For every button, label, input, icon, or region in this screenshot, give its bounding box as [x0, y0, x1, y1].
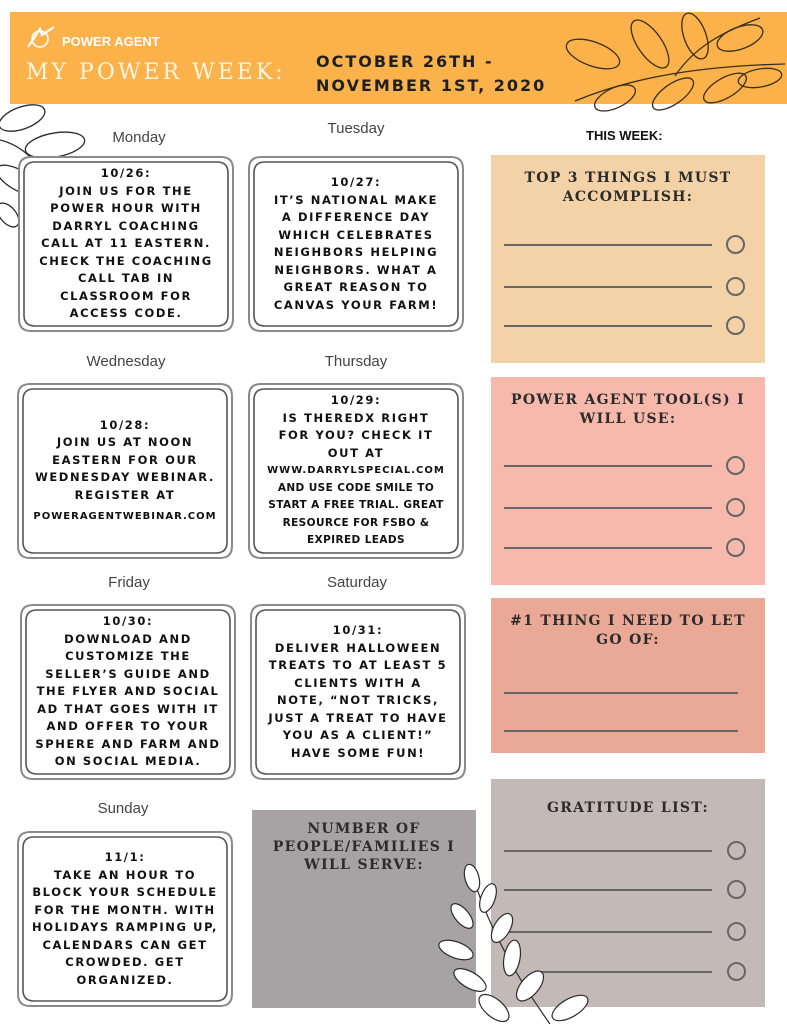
date-range-line-2: NOVEMBER 1ST, 2020: [316, 76, 547, 95]
card-saturday-line: NOTE, “NOT TRICKS,: [276, 693, 440, 707]
card-tuesday-line: WHICH CELEBRATES: [278, 227, 434, 242]
card-tuesday: [247, 155, 465, 333]
day-label-saturday: Saturday: [326, 574, 388, 591]
day-label-thursday: Thursday: [324, 353, 388, 370]
panel-top3: [491, 155, 765, 363]
card-saturday-line: JUST A TREAT TO HAVE: [268, 710, 448, 725]
card-sunday-line: FOR THE MONTH. WITH: [34, 902, 216, 917]
card-sunday-line: BLOCK YOUR SCHEDULE: [32, 885, 218, 899]
serve-box-title: NUMBER OF PEOPLE/FAMILIES I WILL SERVE:: [272, 821, 456, 873]
card-wednesday-url[interactable]: POWERAGENTWEBINAR.COM: [33, 511, 217, 522]
card-friday-line: ON SOCIAL MEDIA.: [54, 754, 202, 769]
card-saturday: [249, 603, 467, 781]
card-tuesday-line: GREAT REASON TO: [283, 280, 429, 294]
card-sunday-line: CROWDED. GET: [65, 955, 185, 969]
card-saturday-line: DELIVER HALLOWEEN: [274, 640, 442, 655]
card-sunday-date: 11/1:: [104, 850, 146, 864]
card-monday-line: JOIN US FOR THE: [59, 183, 193, 198]
card-monday-text: [27, 155, 225, 333]
write-line[interactable]: [504, 286, 712, 288]
card-monday: [17, 155, 235, 333]
day-label-monday: Monday: [112, 129, 166, 146]
checkbox-circle[interactable]: [726, 277, 745, 296]
checkbox-circle[interactable]: [726, 235, 745, 254]
day-label-wednesday: Wednesday: [86, 353, 166, 370]
card-thursday-line: FOR YOU? CHECK IT: [278, 428, 434, 443]
card-thursday-text: [257, 382, 455, 560]
checkbox-circle[interactable]: [726, 316, 745, 335]
card-thursday-url[interactable]: WWW.DARRYLSPECIAL.COM: [267, 465, 445, 477]
card-tuesday-line: A DIFFERENCE DAY: [281, 210, 431, 224]
card-sunday-text: [26, 830, 224, 1008]
card-thursday: [247, 382, 465, 560]
card-thursday-line: IS THEREDX RIGHT: [282, 410, 430, 425]
card-saturday-line: HAVE SOME FUN!: [290, 745, 426, 760]
page-title: MY POWER WEEK:: [26, 60, 286, 85]
card-sunday-line: TAKE AN HOUR TO: [53, 867, 197, 882]
checkbox-circle[interactable]: [726, 456, 745, 475]
power-agent-logo-icon: [26, 25, 60, 51]
card-monday-line: CHECK THE COACHING: [39, 253, 213, 268]
write-line[interactable]: [504, 547, 712, 549]
card-saturday-line: CLIENTS WITH A: [294, 675, 422, 690]
card-tuesday-line: NEIGHBORS HELPING: [273, 245, 439, 259]
card-saturday-line: TREATS TO AT LEAST 5: [268, 658, 448, 672]
card-friday-line: CUSTOMIZE THE: [65, 649, 191, 664]
write-line[interactable]: [504, 465, 712, 467]
checkbox-circle[interactable]: [726, 538, 745, 557]
checkbox-circle[interactable]: [727, 880, 746, 899]
card-friday-line: AD THAT GOES WITH IT: [37, 701, 219, 716]
card-thursday-line: OUT AT: [327, 445, 385, 460]
write-line[interactable]: [504, 730, 738, 732]
card-friday-line: SELLER’S GUIDE AND: [45, 666, 211, 681]
card-monday-line: CALL AT 11 EASTERN.: [41, 236, 211, 251]
brand-name: POWER AGENT: [62, 34, 160, 49]
write-line[interactable]: [504, 325, 712, 327]
card-sunday: [16, 830, 234, 1008]
card-wednesday-text: [26, 382, 224, 560]
card-thursday-line: START A FREE TRIAL. GREAT: [268, 499, 444, 512]
checkbox-circle[interactable]: [727, 922, 746, 941]
card-monday-line: POWER HOUR WITH: [50, 201, 202, 216]
card-friday-date: 10/30:: [102, 614, 154, 629]
card-saturday-date: 10/31:: [332, 623, 384, 637]
card-wednesday: [16, 382, 234, 560]
card-thursday-line: RESOURCE FOR FSBO &: [282, 516, 430, 529]
card-wednesday-line: WEDNESDAY WEBINAR.: [35, 470, 215, 484]
checkbox-circle[interactable]: [726, 498, 745, 517]
panel-tools: [491, 377, 765, 585]
card-wednesday-date: 10/28:: [99, 417, 151, 432]
card-tuesday-line: CANVAS YOUR FARM!: [273, 297, 439, 312]
card-tuesday-text: [257, 155, 455, 333]
leaf-branch-top-right-icon: [555, 6, 787, 118]
card-friday-line: SPHERE AND FARM AND: [35, 736, 221, 751]
write-line[interactable]: [504, 507, 712, 509]
card-thursday-line: EXPIRED LEADS: [307, 534, 405, 547]
date-range: [316, 50, 546, 98]
card-thursday-date: 10/29:: [330, 393, 382, 408]
card-friday-line: THE FLYER AND SOCIAL: [36, 684, 220, 699]
card-friday-line: DOWNLOAD AND: [64, 631, 192, 646]
panel-gratitude-title: GRATITUDE LIST:: [546, 800, 710, 816]
checkbox-circle[interactable]: [727, 962, 746, 981]
card-tuesday-date: 10/27:: [330, 175, 382, 189]
card-thursday-line: AND USE CODE SMILE TO: [277, 481, 435, 494]
panel-tools-title: POWER AGENT TOOL(S) I WILL USE:: [511, 392, 745, 427]
day-label-tuesday: Tuesday: [327, 120, 385, 137]
day-label-sunday: Sunday: [97, 800, 149, 817]
card-monday-line: CLASSROOM FOR: [60, 288, 192, 303]
card-saturday-line: YOU AS A CLIENT!”: [282, 728, 434, 742]
card-saturday-text: [259, 603, 457, 781]
card-friday: [19, 603, 237, 781]
this-week-heading: THIS WEEK:: [586, 128, 663, 143]
card-tuesday-line: IT’S NATIONAL MAKE: [273, 192, 439, 207]
card-monday-line: DARRYL COACHING: [52, 218, 200, 233]
write-line[interactable]: [504, 850, 712, 852]
date-range-line-1: OCTOBER 26TH -: [316, 52, 494, 71]
card-monday-line: CALL TAB IN: [77, 271, 175, 286]
card-monday-date: 10/26:: [100, 166, 152, 181]
card-sunday-line: ORGANIZED.: [76, 972, 174, 987]
card-tuesday-line: NEIGHBORS. WHAT A: [274, 262, 438, 277]
leaf-branch-bottom-icon: [430, 858, 630, 1024]
checkbox-circle[interactable]: [727, 841, 746, 860]
panel-top3-title: TOP 3 THINGS I MUST ACCOMPLISH:: [524, 170, 732, 205]
panel-letgo: [491, 598, 765, 753]
write-line[interactable]: [504, 692, 738, 694]
write-line[interactable]: [504, 244, 712, 246]
card-wednesday-line: JOIN US AT NOON: [56, 435, 194, 449]
card-sunday-line: CALENDARS CAN GET: [42, 937, 208, 952]
card-sunday-line: HOLIDAYS RAMPING UP,: [32, 920, 218, 934]
card-wednesday-line: REGISTER AT: [74, 487, 176, 502]
card-friday-line: AND OFFER TO YOUR: [46, 719, 210, 734]
day-label-friday: Friday: [108, 574, 150, 591]
card-monday-line: ACCESS CODE.: [69, 306, 183, 321]
panel-letgo-title: #1 THING I NEED TO LET GO OF:: [510, 613, 746, 648]
card-friday-text: [29, 603, 227, 781]
card-wednesday-line: EASTERN FOR OUR: [52, 452, 198, 467]
